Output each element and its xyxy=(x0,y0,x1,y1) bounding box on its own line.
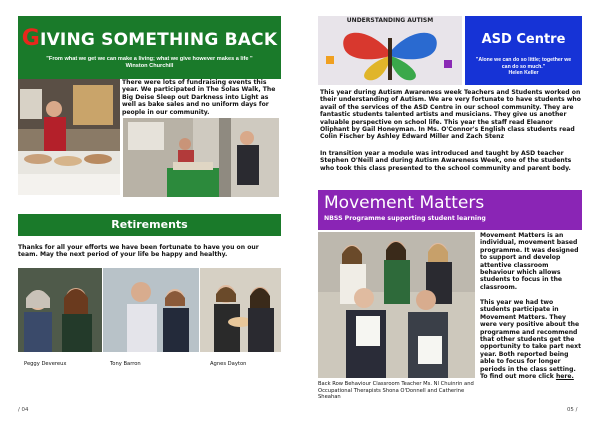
movement-matters-photo xyxy=(318,232,475,378)
fundraiser-photo-student xyxy=(18,79,120,195)
giving-title-initial: G xyxy=(21,26,41,51)
asd-quote xyxy=(471,57,576,77)
retirement-photo-group xyxy=(18,268,102,352)
retirement-photo-agnes xyxy=(200,268,281,352)
giving-quote-author: Winston Churchill xyxy=(125,63,174,69)
retiree-name-2: Tony Barron xyxy=(110,361,141,367)
movement-matters-banner xyxy=(318,190,582,230)
page-number-left: / 04 xyxy=(18,407,29,413)
giving-quote-text: "From what we get we can make a living; what we give however makes a life " xyxy=(46,56,253,62)
page-number-right: 05 / xyxy=(567,407,578,413)
asd-paragraph-2: In transition year a module was introduced and taught by ASD teacher Stephen O'Neill and during Autism Awareness Week, one of the students who took this class presented to the school community and parent body. xyxy=(320,150,572,172)
giving-quote xyxy=(28,56,271,70)
find-out-more-link[interactable]: here. xyxy=(555,373,574,381)
asd-quote-text: "Alone we can do so little; together we can do so much." xyxy=(475,57,572,70)
retiree-name-3: Agnes Dayton xyxy=(210,361,247,367)
fundraiser-photo-bake-sale xyxy=(123,118,279,197)
retirements-paragraph: Thanks for all your efforts we have been fortunate to have you on our team. May the next period of your life be happy and healthy. xyxy=(18,244,259,259)
retirements-banner: Retirements xyxy=(18,214,281,236)
retirement-photo-tony xyxy=(103,268,199,352)
movement-matters-title: Movement Matters xyxy=(324,193,485,213)
understanding-autism-artwork xyxy=(318,16,462,85)
retiree-name-1: Peggy Devereux xyxy=(24,361,67,367)
giving-title-rest: IVING SOMETHING BACK xyxy=(40,30,278,50)
movement-paragraph-2-text: This year we had two students participate in Movement Matters. They were very positive about the programme and recommend that other students get the opportunity to take part next year. Both reported being able to focus for longer periods in the class setting. To find out more click xyxy=(480,299,582,381)
asd-centre-title: ASD Centre xyxy=(481,32,566,47)
movement-photo-caption: Back Row Behaviour Classroom Teacher Ms. Nl Chuinrin and Occupational Therapists Shona O'Donnell and Catherine Sheahan xyxy=(318,381,474,400)
asd-paragraph-1: This year during Autism Awareness week Teachers and Students worked on their understanding of Autism. We are very fortunate to have students who avail of the services of the ASD Centre in our school community. They are fantastic students talented artists and musicians. They give us another valuable perspective on school life. This year the staff read Eleanor Oliphant by Gail Honeyman. In Ms. O'Connor's English class students read Colin Fischer by Ashley Edward Miller and Zach Stenz xyxy=(320,89,581,141)
giving-title xyxy=(18,26,281,51)
movement-paragraph-2 xyxy=(480,299,583,380)
giving-something-back-banner xyxy=(18,16,281,79)
asd-quote-author: Helen Keller xyxy=(508,70,539,77)
giving-paragraph: There were lots of fundraising events this year. We participated in The Solas Walk, The Big Deise Sleep out Darkness into Light as well as bake sales and no uniform days for people in our community. xyxy=(122,79,276,116)
asd-centre-banner xyxy=(465,16,582,85)
movement-matters-subtitle: NBSS Programme supporting student learning xyxy=(324,215,486,222)
understanding-autism-banner-text: UNDERSTANDING AUTISM xyxy=(346,17,434,24)
movement-paragraph-1: Movement Matters is an individual, movement based programme. It was designed to support and develop attentive classroom behaviour which allows students to focus in the classroom. xyxy=(480,232,579,291)
